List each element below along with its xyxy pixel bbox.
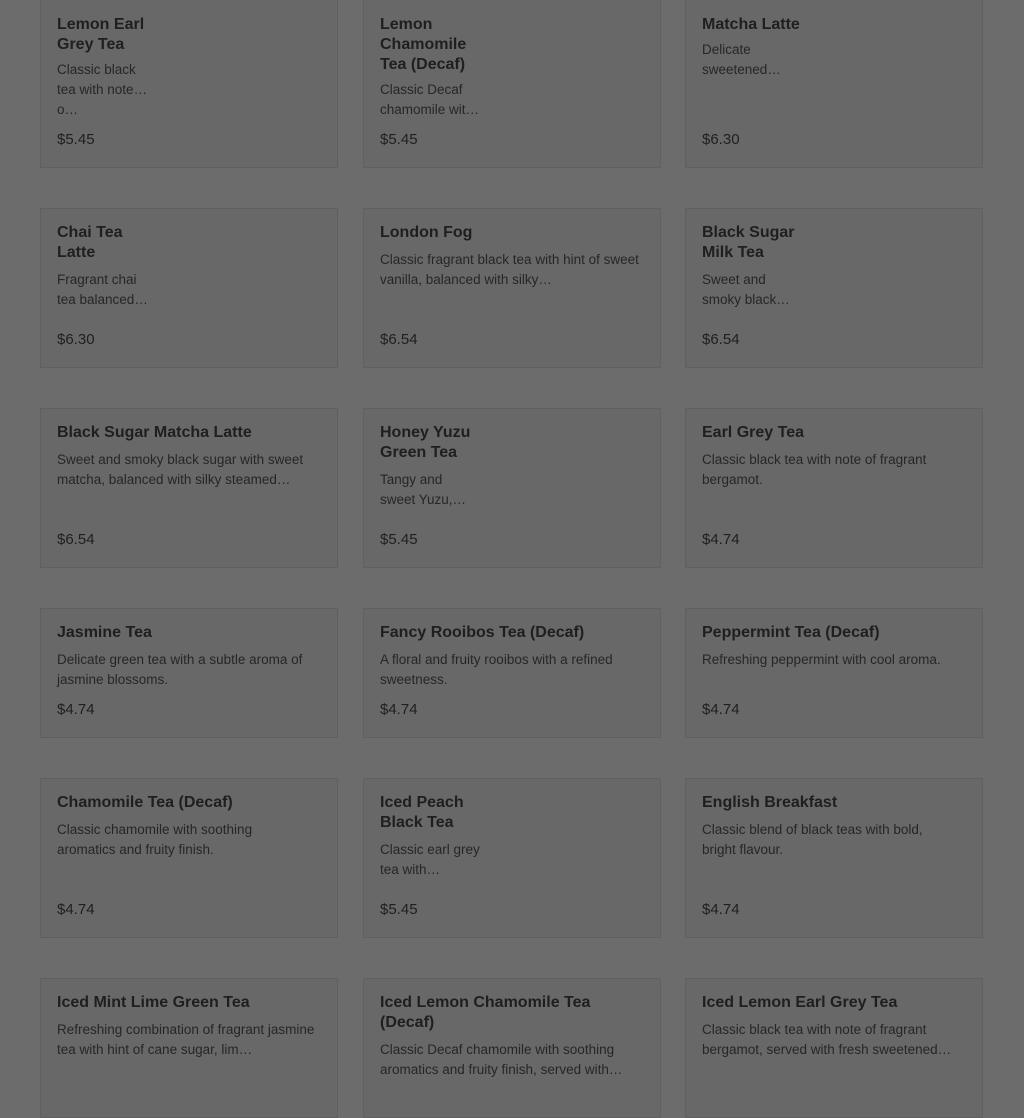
item-description: Classic black tea with note o… [57, 62, 136, 117]
item-description: Classic black tea with note of fragrant bergamot. [702, 452, 927, 487]
item-price: $5.45 [380, 131, 418, 148]
item-name: Chamomile Tea (Decaf) [57, 794, 233, 811]
item-description: Tangy and sweet Yuzu,… [380, 472, 467, 507]
item-description: Classic black tea with note of fragrant bergamot, served with fresh sweetened… [702, 1022, 952, 1057]
item-description: Classic chamomile with soothing aromatics and fruity finish. [57, 822, 253, 857]
menu-item-card[interactable] [363, 0, 661, 168]
item-name: English Breakfast [702, 794, 838, 811]
item-description: Delicate green tea with a subtle aroma of jasmine blossoms. [57, 652, 303, 687]
menu-item-card[interactable] [685, 408, 983, 568]
menu-item-card[interactable] [685, 208, 983, 368]
menu-item-card[interactable] [363, 408, 661, 568]
item-description: Classic Decaf chamomile wit… [380, 82, 480, 117]
item-name: Iced Lemon Chamomile Tea (Decaf) [380, 994, 591, 1031]
item-price: $5.45 [57, 131, 95, 148]
item-description: Classic earl grey tea with… [380, 842, 480, 877]
item-price: $4.74 [57, 901, 95, 918]
menu-item-card[interactable] [40, 978, 338, 1118]
menu-item-card[interactable] [40, 408, 338, 568]
menu-item-card[interactable] [40, 608, 338, 738]
menu-item-card[interactable] [363, 608, 661, 738]
menu-item-card[interactable] [363, 978, 661, 1118]
item-description: Refreshing combination of fragrant jasmine tea with hint of cane sugar, lim… [57, 1022, 315, 1057]
item-name: Iced Mint Lime Green Tea [57, 994, 250, 1011]
item-name: Chai Tea Latte [57, 224, 123, 261]
menu-item-card[interactable] [685, 608, 983, 738]
item-name: Jasmine Tea [57, 624, 152, 641]
item-description: Classic Decaf chamomile with soothing aromatics and fruity finish, served with… [380, 1042, 623, 1077]
item-price: $4.74 [57, 701, 95, 718]
item-name: Lemon Chamomile Tea (Decaf) [380, 16, 467, 73]
item-name: Matcha Latte [702, 16, 800, 33]
item-name: Fancy Rooibos Tea (Decaf) [380, 624, 585, 641]
item-price: $4.74 [702, 701, 740, 718]
item-description: Classic fragrant black tea with hint of sweet vanilla, balanced with silky… [380, 252, 639, 287]
item-description: Refreshing peppermint with cool aroma. [702, 652, 941, 667]
menu-item-card[interactable] [685, 778, 983, 938]
item-name: Peppermint Tea (Decaf) [702, 624, 880, 641]
menu-item-card[interactable] [363, 208, 661, 368]
menu-item-card[interactable] [685, 0, 983, 168]
item-name: Honey Yuzu Green Tea [380, 424, 471, 461]
item-price: $5.45 [380, 531, 418, 548]
item-name: Iced Peach Black Tea [380, 794, 464, 831]
item-price: $6.54 [702, 331, 740, 348]
item-description: Fragrant chai tea balanced… [57, 272, 148, 307]
item-price: $6.30 [702, 131, 740, 148]
item-price: $4.74 [702, 531, 740, 548]
item-price: $4.74 [702, 901, 740, 918]
item-description: Sweet and smoky black… [702, 272, 790, 307]
item-price: $6.30 [57, 331, 95, 348]
menu-item-card[interactable] [40, 208, 338, 368]
menu-item-card[interactable] [363, 778, 661, 938]
item-description: Sweet and smoky black sugar with sweet matcha, balanced with silky steamed… [57, 452, 304, 487]
item-name: Black Sugar Milk Tea [702, 224, 795, 261]
item-name: Black Sugar Matcha Latte [57, 424, 252, 441]
item-name: London Fog [380, 224, 473, 241]
item-name: Lemon Earl Grey Tea [57, 16, 145, 53]
menu-item-card[interactable] [40, 0, 338, 168]
item-price: $4.74 [380, 701, 418, 718]
item-description: A floral and fruity rooibos with a refined sweetness. [380, 652, 613, 687]
item-price: $6.54 [380, 331, 418, 348]
menu-item-card[interactable] [40, 778, 338, 938]
item-description: Delicate sweetened… [702, 42, 781, 77]
item-price: $5.45 [380, 901, 418, 918]
item-price: $6.54 [57, 531, 95, 548]
item-name: Earl Grey Tea [702, 424, 804, 441]
item-description: Classic blend of black teas with bold, bright flavour. [702, 822, 923, 857]
item-name: Iced Lemon Earl Grey Tea [702, 994, 898, 1011]
menu-item-card[interactable] [685, 978, 983, 1118]
